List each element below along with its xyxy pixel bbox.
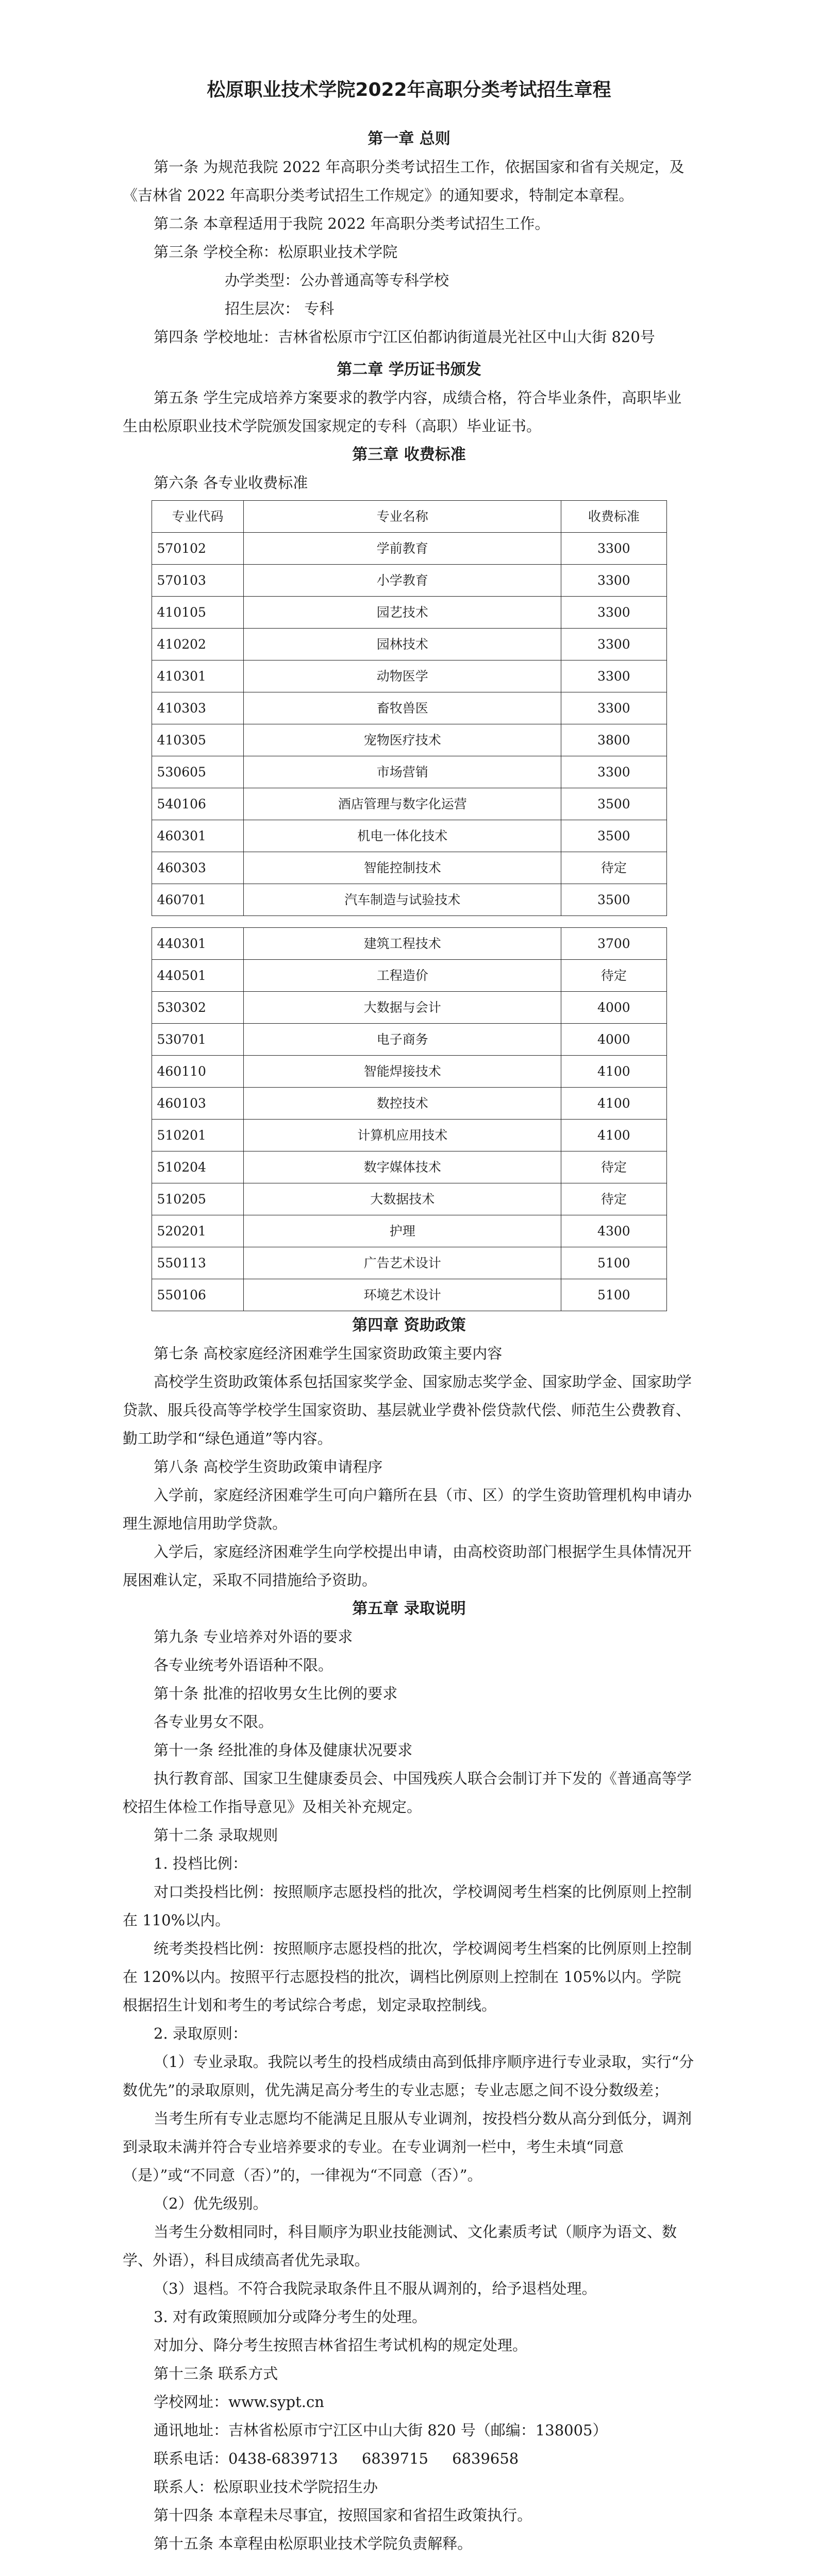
cell-fee: 5100 xyxy=(561,1247,666,1279)
cell-fee: 3500 xyxy=(561,820,666,852)
cell-fee: 3300 xyxy=(561,692,666,724)
table-row xyxy=(152,1088,666,1120)
article-13: 第十三条 联系方式 xyxy=(154,2365,278,2382)
cell-major-name: 大数据与会计 xyxy=(244,992,561,1024)
rule-1-vocational: 对口类投档比例：按照顺序志愿投档的批次，学校调阅考生档案的比例原则上控制在 110%以内。 xyxy=(123,1883,692,1929)
cell-major-name: 大数据技术 xyxy=(244,1183,561,1215)
cell-major-code: 510201 xyxy=(152,1120,244,1151)
cell-major-name: 动物医学 xyxy=(244,660,561,692)
cell-major-name: 酒店管理与数字化运营 xyxy=(244,788,561,820)
cell-major-code: 460303 xyxy=(152,852,244,884)
cell-fee: 3700 xyxy=(561,928,666,960)
cell-major-code: 460301 xyxy=(152,820,244,852)
cell-major-name: 汽车制造与试验技术 xyxy=(244,884,561,916)
chapter-1-heading: 第一章 总则 xyxy=(368,130,450,148)
document-title: 松原职业技术学院2022年高职分类考试招生章程 xyxy=(207,79,611,100)
rule-2-1: （1）专业录取。我院以考生的投档成绩由高到低排序顺序进行专业录取，实行“分数优先”的录取原则，优先满足高分考生的专业志愿；专业志愿之间不设分数级差； xyxy=(123,2053,694,2099)
cell-major-name: 建筑工程技术 xyxy=(244,928,561,960)
cell-fee: 3800 xyxy=(561,724,666,756)
cell-fee: 4300 xyxy=(561,1215,666,1247)
cell-major-name: 智能焊接技术 xyxy=(244,1056,561,1088)
fee-table-2 xyxy=(152,927,667,1311)
article-15: 第十五条 本章程由松原职业技术学院负责解释。 xyxy=(154,2535,473,2552)
cell-major-code: 550113 xyxy=(152,1247,244,1279)
cell-major-code: 440501 xyxy=(152,960,244,992)
cell-fee: 待定 xyxy=(561,1183,666,1215)
table-row xyxy=(152,1215,666,1247)
rule-1-title: 1. 投档比例： xyxy=(154,1855,247,1872)
cell-fee: 4100 xyxy=(561,1056,666,1088)
table-row xyxy=(152,1279,666,1311)
rule-2-2-body: 当考生分数相同时，科目顺序为职业技能测试、文化素质考试（顺序为语文、数学、外语），科目成绩高者优先录取。 xyxy=(123,2223,677,2269)
chapter-5-heading: 第五章 录取说明 xyxy=(352,1600,466,1618)
table-row xyxy=(152,884,666,916)
cell-fee: 3300 xyxy=(561,629,666,660)
table-row xyxy=(152,1183,666,1215)
cell-fee: 待定 xyxy=(561,852,666,884)
cell-major-name: 计算机应用技术 xyxy=(244,1120,561,1151)
table-row xyxy=(152,1056,666,1088)
rule-3-body: 对加分、降分考生按照吉林省招生考试机构的规定处理。 xyxy=(154,2336,528,2354)
table-row xyxy=(152,992,666,1024)
table-row xyxy=(152,852,666,884)
table-row xyxy=(152,928,666,960)
cell-major-code: 410303 xyxy=(152,692,244,724)
cell-major-code: 440301 xyxy=(152,928,244,960)
cell-fee: 3500 xyxy=(561,788,666,820)
cell-major-name: 智能控制技术 xyxy=(244,852,561,884)
article-12: 第十二条 录取规则 xyxy=(154,1826,278,1844)
cell-major-code: 530701 xyxy=(152,1024,244,1056)
cell-major-code: 550106 xyxy=(152,1279,244,1311)
cell-fee: 3300 xyxy=(561,756,666,788)
table-row xyxy=(152,820,666,852)
cell-major-name: 护理 xyxy=(244,1215,561,1247)
cell-fee: 3300 xyxy=(561,660,666,692)
cell-major-code: 520201 xyxy=(152,1215,244,1247)
article-5: 第五条 学生完成培养方案要求的教学内容，成绩合格，符合毕业条件，高职毕业生由松原职业技术学院颁发国家规定的专科（高职）毕业证书。 xyxy=(123,389,682,435)
table-row xyxy=(152,724,666,756)
table-row xyxy=(152,788,666,820)
cell-major-code: 410202 xyxy=(152,629,244,660)
rule-2-3: （3）退档。不符合我院录取条件且不服从调剂的，给予退档处理。 xyxy=(154,2280,597,2297)
cell-major-code: 570102 xyxy=(152,533,244,565)
article-6: 第六条 各专业收费标准 xyxy=(154,474,308,492)
contact-website: 学校网址：www.sypt.cn xyxy=(154,2393,324,2411)
rule-2-2: （2）优先级别。 xyxy=(154,2195,268,2212)
cell-major-name: 园林技术 xyxy=(244,629,561,660)
article-3-level: 招生层次： 专科 xyxy=(225,300,335,317)
cell-major-name: 小学教育 xyxy=(244,565,561,597)
table-row xyxy=(152,756,666,788)
cell-major-name: 市场营销 xyxy=(244,756,561,788)
chapter-3-heading: 第三章 收费标准 xyxy=(352,446,466,464)
cell-major-code: 530302 xyxy=(152,992,244,1024)
contact-address: 通讯地址：吉林省松原市宁江区中山大街 820 号（邮编：138005） xyxy=(154,2421,608,2439)
cell-major-name: 学前教育 xyxy=(244,533,561,565)
rule-1-unified: 统考类投档比例：按照顺序志愿投档的批次，学校调阅考生档案的比例原则上控制在 120%以内。按照平行志愿投档的批次，调档比例原则上控制在 105%以内。学院根据招生计划和考生的考试综合考虑，划定录取控制线。 xyxy=(123,1940,692,2014)
table-row xyxy=(152,597,666,629)
fee-table-1 xyxy=(152,500,667,916)
article-9: 第九条 专业培养对外语的要求 xyxy=(154,1628,353,1646)
cell-major-code: 410305 xyxy=(152,724,244,756)
article-3: 第三条 学校全称：松原职业技术学院 xyxy=(154,243,398,261)
cell-major-code: 410105 xyxy=(152,597,244,629)
contact-phone: 联系电话：0438-6839713 6839715 6839658 xyxy=(154,2450,519,2467)
cell-fee: 待定 xyxy=(561,1151,666,1183)
cell-fee: 3300 xyxy=(561,533,666,565)
article-7-body: 高校学生资助政策体系包括国家奖学金、国家励志奖学金、国家助学金、国家助学贷款、服兵役高等学校学生国家资助、基层就业学费补偿贷款代偿、师范生公费教育、勤工助学和“绿色通道”等内容。 xyxy=(123,1373,692,1447)
cell-fee: 4100 xyxy=(561,1120,666,1151)
cell-fee: 5100 xyxy=(561,1279,666,1311)
cell-major-code: 570103 xyxy=(152,565,244,597)
cell-major-name: 数控技术 xyxy=(244,1088,561,1120)
cell-major-code: 410301 xyxy=(152,660,244,692)
cell-major-code: 530605 xyxy=(152,756,244,788)
table-row xyxy=(152,692,666,724)
chapter-2-heading: 第二章 学历证书颁发 xyxy=(337,361,481,379)
cell-fee: 4000 xyxy=(561,1024,666,1056)
contact-person: 联系人：松原职业技术学院招生办 xyxy=(154,2478,378,2496)
cell-major-code: 460701 xyxy=(152,884,244,916)
cell-major-code: 460110 xyxy=(152,1056,244,1088)
rule-3-title: 3. 对有政策照顾加分或降分考生的处理。 xyxy=(154,2308,427,2326)
article-10-body: 各专业男女不限。 xyxy=(154,1713,274,1731)
article-4: 第四条 学校地址：吉林省松原市宁江区伯都讷街道晨光社区中山大街 820号 xyxy=(154,328,655,346)
cell-fee: 4000 xyxy=(561,992,666,1024)
cell-major-code: 510204 xyxy=(152,1151,244,1183)
cell-major-name: 电子商务 xyxy=(244,1024,561,1056)
rule-2-1-adjustment: 当考生所有专业志愿均不能满足且服从专业调剂，按投档分数从高分到低分，调剂到录取未满并符合专业培养要求的专业。在专业调剂一栏中，考生未填“同意（是）”或“不同意（否）”的，一律视为“不同意（否）”。 xyxy=(123,2110,692,2184)
header-name: 专业名称 xyxy=(244,501,561,533)
article-8: 第八条 高校学生资助政策申请程序 xyxy=(154,1458,383,1476)
cell-major-code: 510205 xyxy=(152,1183,244,1215)
article-8-before-enrollment: 入学前，家庭经济困难学生可向户籍所在县（市、区）的学生资助管理机构申请办理生源地信用助学贷款。 xyxy=(123,1486,692,1532)
fee-table-header-row xyxy=(152,501,666,533)
table-row xyxy=(152,533,666,565)
table-row xyxy=(152,565,666,597)
table-row xyxy=(152,1151,666,1183)
article-14: 第十四条 本章程未尽事宜，按照国家和省招生政策执行。 xyxy=(154,2506,532,2524)
article-10: 第十条 批准的招收男女生比例的要求 xyxy=(154,1685,398,1702)
cell-major-name: 数字媒体技术 xyxy=(244,1151,561,1183)
cell-fee: 待定 xyxy=(561,960,666,992)
cell-fee: 3500 xyxy=(561,884,666,916)
header-code: 专业代码 xyxy=(152,501,244,533)
table-row xyxy=(152,1024,666,1056)
table-row xyxy=(152,1120,666,1151)
article-9-body: 各专业统考外语语种不限。 xyxy=(154,1656,333,1674)
header-fee: 收费标准 xyxy=(561,501,666,533)
table-row xyxy=(152,660,666,692)
cell-major-name: 环境艺术设计 xyxy=(244,1279,561,1311)
cell-major-name: 园艺技术 xyxy=(244,597,561,629)
cell-major-code: 540106 xyxy=(152,788,244,820)
article-8-after-enrollment: 入学后，家庭经济困难学生向学校提出申请，由高校资助部门根据学生具体情况开展困难认定，采取不同措施给予资助。 xyxy=(123,1543,692,1589)
table-row xyxy=(152,1247,666,1279)
cell-major-name: 广告艺术设计 xyxy=(244,1247,561,1279)
table-row xyxy=(152,629,666,660)
cell-fee: 4100 xyxy=(561,1088,666,1120)
article-11-body: 执行教育部、国家卫生健康委员会、中国残疾人联合会制订并下发的《普通高等学校招生体检工作指导意见》及相关补充规定。 xyxy=(123,1770,692,1816)
article-7: 第七条 高校家庭经济困难学生国家资助政策主要内容 xyxy=(154,1345,503,1362)
cell-major-code: 460103 xyxy=(152,1088,244,1120)
cell-major-name: 机电一体化技术 xyxy=(244,820,561,852)
cell-fee: 3300 xyxy=(561,565,666,597)
chapter-4-heading: 第四章 资助政策 xyxy=(352,1316,466,1334)
article-1: 第一条 为规范我院 2022 年高职分类考试招生工作，依据国家和省有关规定，及《吉林省 2022 年高职分类考试招生工作规定》的通知要求，特制定本章程。 xyxy=(123,158,685,204)
cell-major-name: 畜牧兽医 xyxy=(244,692,561,724)
rule-2-title: 2. 录取原则： xyxy=(154,2025,247,2042)
cell-major-name: 宠物医疗技术 xyxy=(244,724,561,756)
cell-major-name: 工程造价 xyxy=(244,960,561,992)
article-11: 第十一条 经批准的身体及健康状况要求 xyxy=(154,1741,413,1759)
table-row xyxy=(152,960,666,992)
cell-fee: 3300 xyxy=(561,597,666,629)
article-2: 第二条 本章程适用于我院 2022 年高职分类考试招生工作。 xyxy=(154,215,550,232)
article-3-school-type: 办学类型：公办普通高等专科学校 xyxy=(225,272,449,289)
